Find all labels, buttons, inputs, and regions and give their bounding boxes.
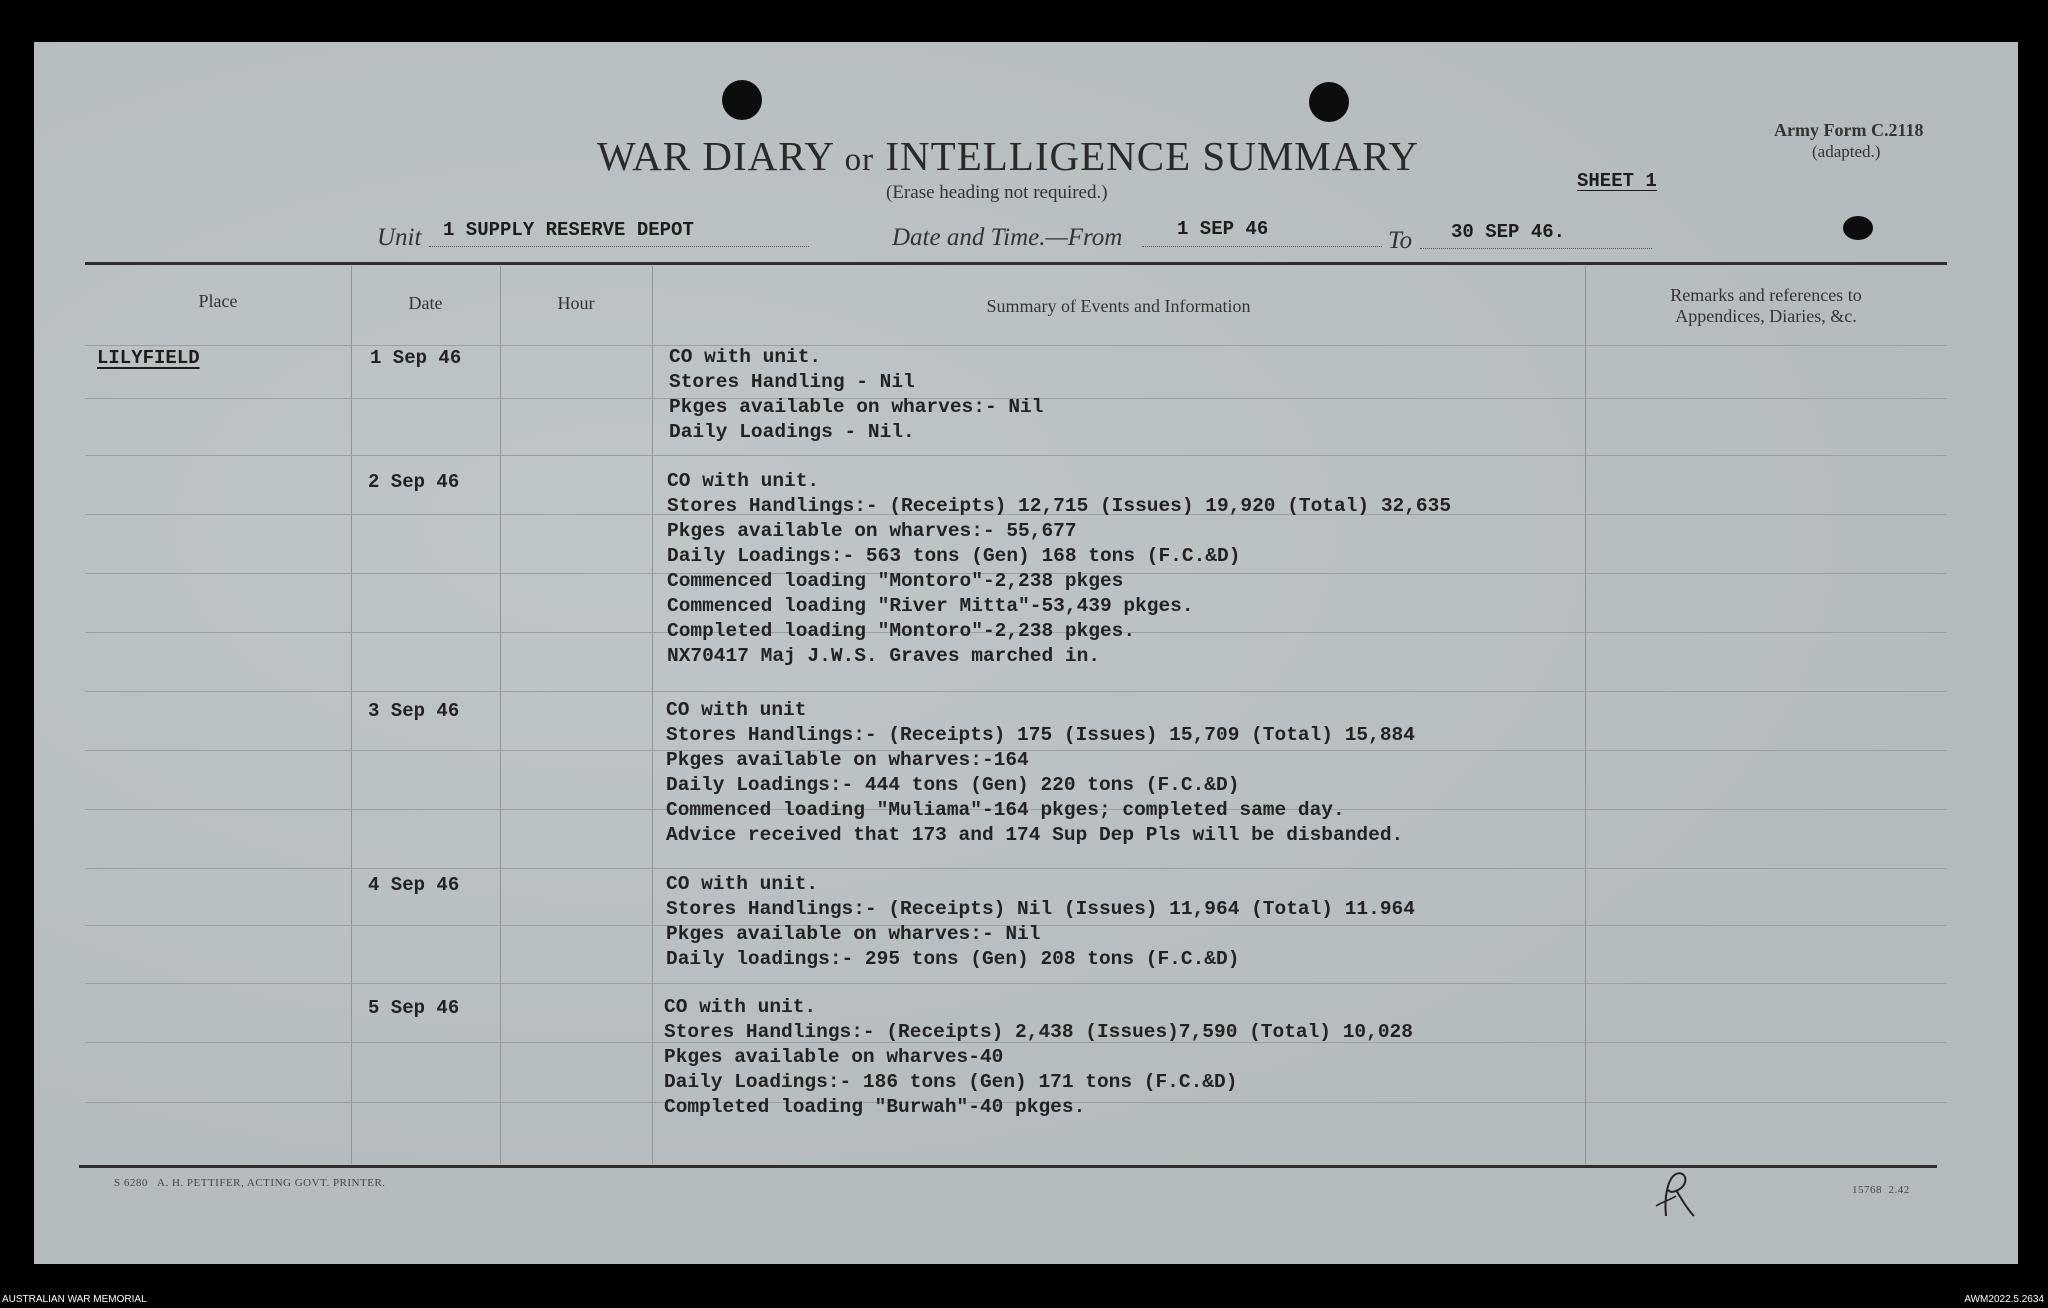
event-line: Pkges available on wharves:- Nil	[669, 396, 1044, 418]
event-line: Stores Handlings:- (Receipts) 12,715 (Issues) 19,920 (Total) 32,635	[667, 495, 1452, 517]
entry-date: 1 Sep 46	[370, 347, 462, 369]
form-code: 15768 2.42	[1852, 1184, 1910, 1196]
event-line: Completed loading "Montoro"-2,238 pkges.	[667, 620, 1136, 642]
event-line: Pkges available on wharves:-164	[666, 749, 1029, 771]
col-remarks-line-1: Remarks and references to	[1670, 285, 1862, 305]
event-line: Daily loadings:- 295 tons (Gen) 208 tons (F.C.&D)	[666, 948, 1240, 970]
to-value: 30 SEP 46.	[1451, 221, 1566, 243]
from-value: 1 SEP 46	[1177, 218, 1269, 240]
col-summary: Summary of Events and Information	[986, 296, 1251, 316]
event-line: Commenced loading "Muliama"-164 pkges; completed same day.	[666, 799, 1345, 821]
title-main: WAR DIARY	[597, 133, 834, 179]
army-form-label: Army Form C.2118	[1774, 120, 1924, 140]
place-value: LILYFIELD	[97, 347, 200, 369]
event-line: CO with unit	[666, 699, 807, 721]
event-line: Stores Handlings:- (Receipts) 2,438 (Issues)7,590 (Total) 10,028	[664, 1021, 1413, 1043]
title-rest: INTELLIGENCE SUMMARY	[885, 133, 1420, 179]
date-from-label: Date and Time.—From	[892, 224, 1123, 251]
unit-label: Unit	[377, 224, 422, 251]
event-line: CO with unit.	[666, 873, 819, 895]
event-line: Commenced loading "River Mitta"-53,439 pkges.	[667, 595, 1194, 617]
event-line: CO with unit.	[664, 996, 817, 1018]
punch-hole-left	[722, 80, 762, 120]
initials-signature	[1646, 1166, 1706, 1222]
event-line: Commenced loading "Montoro"-2,238 pkges	[667, 570, 1124, 592]
event-line: Pkges available on wharves:- Nil	[666, 923, 1041, 945]
col-place: Place	[198, 291, 238, 311]
event-line: Daily Loadings:- 186 tons (Gen) 171 tons (F.C.&D)	[664, 1071, 1238, 1093]
event-line: Advice received that 173 and 174 Sup Dep Pls will be disbanded.	[666, 824, 1404, 846]
punch-hole-torn	[1843, 216, 1873, 240]
event-line: NX70417 Maj J.W.S. Graves marched in.	[667, 645, 1100, 667]
unit-value: 1 SUPPLY RESERVE DEPOT	[443, 219, 694, 241]
event-line: Daily Loadings:- 563 tons (Gen) 168 tons (F.C.&D)	[667, 545, 1241, 567]
event-line: Stores Handlings:- (Receipts) Nil (Issues) 11,964 (Total) 11.964	[666, 898, 1415, 920]
event-line: Stores Handling - Nil	[669, 371, 915, 393]
event-line: Completed loading "Burwah"-40 pkges.	[664, 1096, 1086, 1118]
entry-4-events	[666, 872, 1415, 972]
punch-hole-right	[1309, 82, 1349, 122]
col-remarks-line-2: Appendices, Diaries, &c.	[1675, 306, 1857, 326]
entry-2-events	[667, 469, 1451, 669]
col-hour: Hour	[557, 293, 595, 313]
event-line: Daily Loadings:- 444 tons (Gen) 220 tons (F.C.&D)	[666, 774, 1240, 796]
event-line: Pkges available on wharves-40	[664, 1046, 1004, 1068]
printer-imprint: S 6280 A. H. PETTIFER, ACTING GOVT. PRINTER.	[114, 1177, 386, 1189]
event-line: CO with unit.	[667, 470, 820, 492]
page-title	[597, 132, 1419, 180]
caption-right: AWM2022.5.2634	[1964, 1294, 2044, 1305]
entry-1-events	[669, 345, 1043, 445]
table-top-rule	[85, 262, 1947, 265]
col-remarks	[1585, 285, 1947, 327]
event-line: Stores Handlings:- (Receipts) 175 (Issues) 15,709 (Total) 15,884	[666, 724, 1415, 746]
col-date: Date	[408, 293, 443, 313]
to-label: To	[1388, 227, 1413, 254]
adapted-label: (adapted.)	[1812, 142, 1881, 161]
event-line: Daily Loadings - Nil.	[669, 421, 915, 443]
event-line: CO with unit.	[669, 346, 822, 368]
entry-date: 5 Sep 46	[368, 997, 460, 1019]
sheet-number: SHEET 1	[1577, 170, 1657, 192]
title-or: or	[844, 142, 875, 178]
entry-date: 2 Sep 46	[368, 471, 460, 493]
erase-note: (Erase heading not required.)	[886, 182, 1108, 203]
diary-sheet	[34, 42, 2018, 1264]
caption-left: AUSTRALIAN WAR MEMORIAL	[2, 1294, 147, 1305]
entry-3-events	[666, 698, 1415, 848]
entry-5-events	[664, 995, 1413, 1120]
entry-date: 4 Sep 46	[368, 874, 460, 896]
event-line: Pkges available on wharves:- 55,677	[667, 520, 1077, 542]
entry-date: 3 Sep 46	[368, 700, 460, 722]
